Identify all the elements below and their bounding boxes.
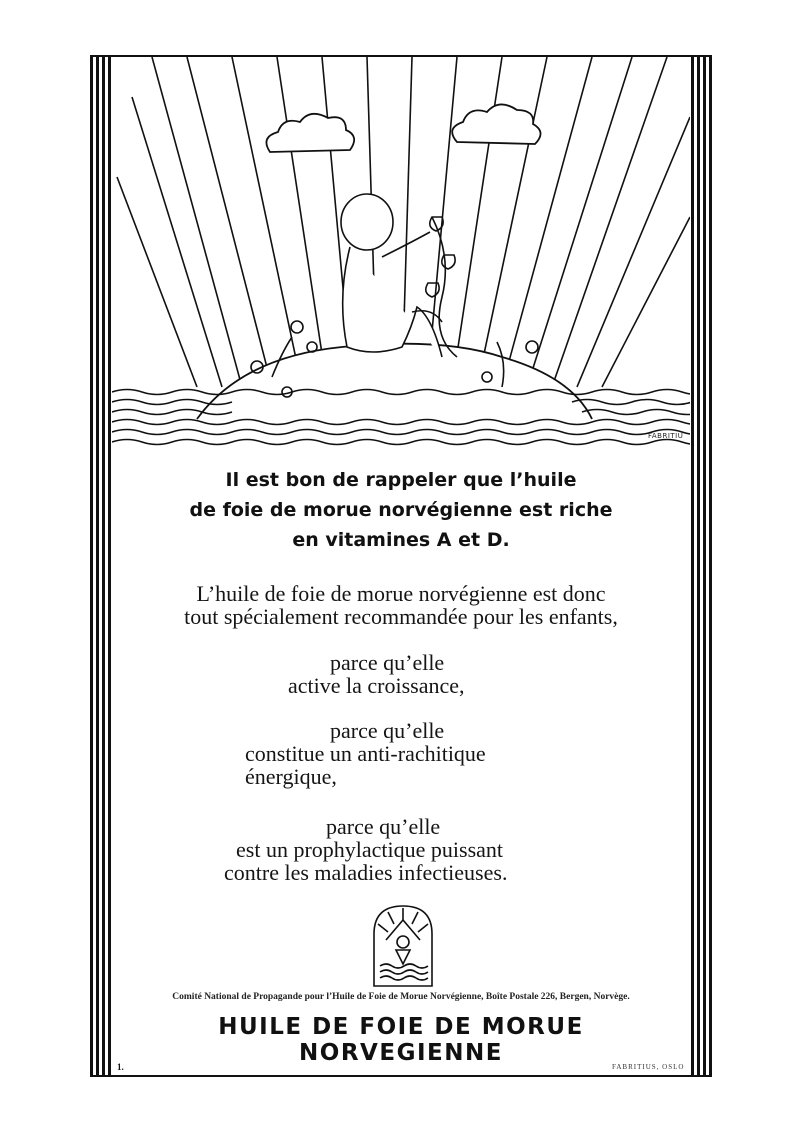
reason-2-line-1: constitue un anti-rachitique — [245, 741, 486, 766]
headline-line-1: Il est bon de rappeler que l’huile — [225, 469, 577, 491]
reason-2-lead: parce qu’elle — [330, 718, 445, 743]
child-on-island-illustration — [112, 57, 690, 447]
border-stripe — [102, 55, 105, 1077]
committee-address: Comité National de Propagande pour l’Huile de Foie de Morue Norvégienne, Boîte Postale 226, Bergen, Norvège. — [172, 992, 630, 1002]
border-stripe — [709, 55, 712, 1077]
intro-line-2: tout spécialement recommandée pour les enfants, — [184, 604, 618, 629]
reason-1-line-1: active la croissance, — [288, 673, 465, 698]
sun-emblem-icon — [366, 900, 440, 988]
border-stripe — [96, 55, 99, 1077]
border-stripe — [90, 55, 93, 1077]
bottom-border — [90, 1075, 712, 1077]
border-stripe — [691, 55, 694, 1077]
border-stripe — [703, 55, 706, 1077]
reason-2-line-2: énergique, — [245, 764, 337, 789]
headline-line-3: en vitamines A et D. — [292, 529, 510, 551]
brand-title: HUILE DE FOIE DE MORUE NORVEGIENNE — [218, 1014, 584, 1066]
border-stripe — [697, 55, 700, 1077]
reason-1-lead: parce qu’elle — [330, 650, 445, 675]
reason-3-lead: parce qu’elle — [326, 814, 441, 839]
headline-line-2: de foie de morue norvégienne est riche — [189, 499, 613, 521]
intro-line-1: L’huile de foie de morue norvégienne est donc — [196, 581, 606, 606]
border-stripe — [108, 55, 111, 1077]
page-number: 1. — [117, 1062, 124, 1072]
reason-3-line-2: contre les maladies infectieuses. — [224, 860, 508, 885]
printer-credit: FABRITIUS, OSLO — [612, 1063, 685, 1071]
illustrator-signature: FABRITIU — [648, 432, 684, 440]
reason-3-line-1: est un prophylactique puissant — [236, 837, 504, 862]
